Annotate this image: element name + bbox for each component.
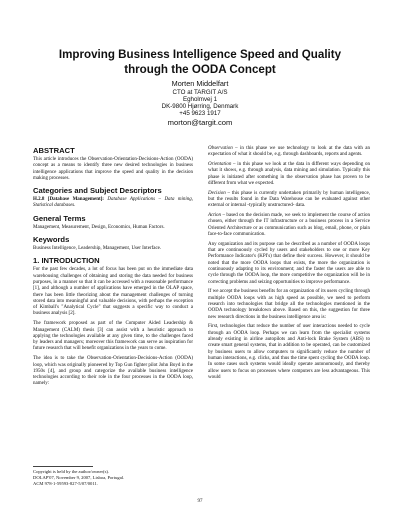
observation-label: Observation — [208, 146, 233, 151]
footnote-line-1: Copyright is held by the author/owner(s). — [33, 469, 110, 474]
action-text: – based on the decision made, we seek to implement the course of action chosen, either through the IT infrastructure or a business process in a Service Oriented Architecture or as communication such as blog, email, phone, or plain face-to-face communication. — [208, 213, 370, 238]
introduction-heading: 1. INTRODUCTION — [33, 256, 100, 266]
general-terms-heading: General Terms — [33, 213, 86, 223]
author-city: DK-9800 Hjørring, Denmark — [161, 103, 239, 111]
orientation-paragraph — [208, 162, 370, 187]
keywords-text: Business Intelligence, Leadership, Management, User Interface. — [33, 246, 162, 252]
author-name: Morten Middelfart — [171, 79, 229, 88]
author-street: Egholmvej 1 — [182, 95, 218, 103]
left-column — [33, 146, 193, 391]
categories-text — [33, 197, 193, 210]
abstract-heading: ABSTRACT — [33, 146, 75, 155]
author-affiliation: CTO at TARGIT A/S — [172, 88, 228, 96]
general-terms-text: Management, Measurement, Design, Economics, Human Factors. — [33, 224, 165, 230]
action-label: Action — [208, 213, 222, 219]
author-email[interactable]: morton@targit.com — [167, 117, 233, 127]
keywords-heading: Keywords — [33, 235, 70, 245]
decision-label: Decision — [208, 190, 226, 196]
right-column — [208, 146, 370, 385]
intro-paragraph-2: The framework proposed as part of the Computer Aided Leadership & Management (CALM) thesis [3] can assist with a heuristic approach to applying the technologies available at any given time, to the challenges faced by leaders and managers; moreover this framework can serve as inspiration for future research that will benefit organizations in the years to come. — [33, 321, 193, 352]
observation-paragraph — [208, 146, 370, 159]
paper-title-line-2: through the OODA Concept — [124, 63, 276, 76]
benefits-paragraph: If we accept the business benefits for an organization of its users cycling through multiple OODA loops with as high speed as possible, we need to perform research into technologies that bridge all the technologies mentioned in the OODA technology breakdown above. Based on this, the suggestion for three new research directions in the business intelligence area is: — [208, 289, 370, 320]
page-number: 97 — [197, 499, 203, 504]
abstract-text: This article introduces the Observation-Orientation-Decisions-Action (OODA) concept as a means to identify three new desired technologies in business intelligence applications that improve the speed and quality in the decision making processes. — [33, 157, 193, 181]
copyright-footnote — [33, 466, 193, 486]
orientation-text: – in this phase we look at the data in different ways depending on what it shows, e.g. through analysis, data mining and simulation. Typically this phase is initiated after something in the observation phase has proven to be different from what we expected. — [208, 162, 370, 186]
orientation-label: Orientation — [208, 162, 232, 168]
action-paragraph — [208, 213, 370, 238]
intro-paragraph-1: For the past few decades, a lot of focus has been put on the immediate data warehousing challenges of obtaining and storing the data needed for business purposes, in a manner so that it can be accessed with a reasonable performance [1], and although a number of applications have emerged in the OLAP space, there has been little theorizing about the management challenges of turning stored data into meaningful and valuable decisions, with perhaps the exception of Kimball's "Analytical Cycle" that suggests a specific way to conduct a business analysis [2]. — [33, 267, 193, 317]
paper-title — [20, 47, 380, 77]
categories-descriptors: Database Applications – Data mining, Statistical databases. — [33, 197, 193, 209]
decision-paragraph — [208, 191, 370, 210]
first-direction-paragraph: First, technologies that reduce the number of user interactions needed to cycle through an OODA loop. Perhaps we can learn from the specialist systems already existing in airline autopilots and Anti-lock Brake System (ABS) to create smart general systems, that in addition to be operated, can be customized by business users to allow computers to significantly reduce the number of human interactions, e.g. clicks, and thus the time spent cycling the OODA loop. In some cases such systems would ideally operate autonomously, and thereby allow users to focus on processes where computers are less advantageous. This would — [208, 324, 370, 380]
footnote-line-2: DOLAP'07, November 9, 2007, Lisboa, Portugal. — [33, 474, 125, 480]
alignment-paragraph: Any organization and its purpose can be described as a number of OODA loops that are continuously cycled by users and stakeholders to one or more Key Performance Indicator's (KPI's) that define their success. However, it should be noted that the more OODA loops that exists, the more the organization is continuously adapting to its environment; and the faster the users are able to cycle through the OODA loop, the more competitive the organization will be in correcting problems and seizing opportunities to improve performance. — [208, 241, 370, 285]
decision-text: – this phase is currently undertaken primarily by human intelligence, but the results found in the Data Warehouse can be evaluated against other external or internal -typically unstructured- data. — [208, 190, 370, 209]
categories-prefix: H.2.8 [Database Management]: — [33, 197, 104, 203]
author-phone: +45 9623 1917 — [179, 110, 221, 118]
intro-paragraph-3: The idea is to take the Observation-Orientation-Decisions-Action (OODA) loop, which was originally pioneered by Top Gun fighter pilot John Boyd in the 1950s [4], and group and categorize the available business intelligence technologies according to their role in the four processes in the OODA loop, namely: — [33, 356, 193, 387]
footnote-line-3: ACM 978-1-59593-827-5/07/0011. — [33, 480, 98, 486]
paper-title-line-1: Improving Business Intelligence Speed and Quality — [58, 48, 342, 61]
footnote-divider — [33, 466, 93, 467]
categories-heading: Categories and Subject Descriptors — [33, 186, 162, 196]
observation-text: – in this phase we use technology to look at the data with an expectation of what it should be, e.g. through dashboards, reports and agents. — [208, 146, 370, 158]
author-block — [0, 80, 400, 128]
